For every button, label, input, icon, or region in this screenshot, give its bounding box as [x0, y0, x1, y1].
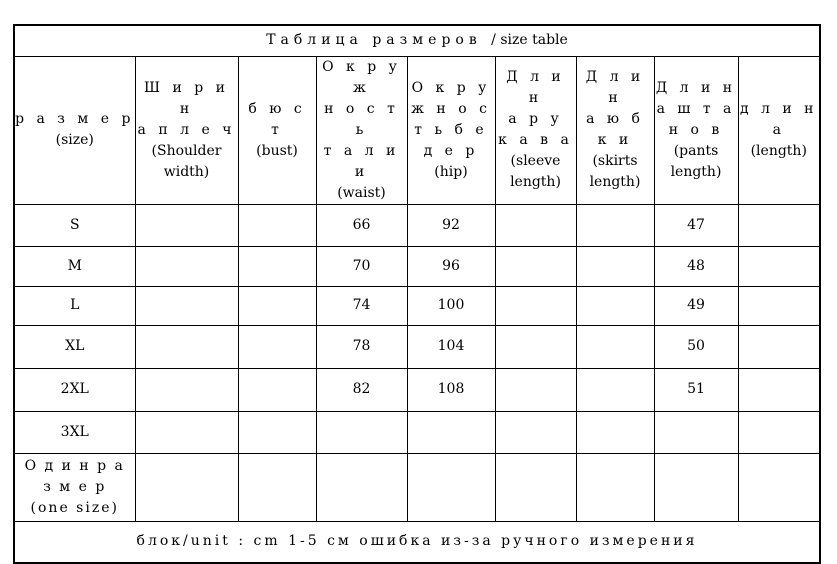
cell-length: [738, 204, 820, 246]
cell-bust: [238, 325, 316, 368]
header-shoulder-width: [135, 56, 238, 204]
header-length-ru: д л и н а: [739, 100, 818, 138]
cell-sleeve: [495, 286, 576, 325]
cell-size: L: [14, 286, 135, 325]
cell-sleeve: [495, 411, 576, 453]
cell-sleeve: [495, 368, 576, 411]
header-skirt-length-ru: Д л и н а ю б к и: [585, 69, 645, 148]
table-title-ru: Таблица размеров: [266, 32, 482, 49]
cell-hip: 104: [407, 325, 495, 368]
cell-hip: [407, 411, 495, 453]
cell-length: [738, 411, 820, 453]
header-waist-ru: О к р у ж н о с т ь т а л и и: [322, 58, 401, 180]
cell-pants: 47: [654, 204, 738, 246]
cell-bust: [238, 286, 316, 325]
cell-shoulder: [135, 368, 238, 411]
cell-skirt: [576, 246, 654, 286]
header-waist-en: (waist): [337, 184, 386, 201]
header-pants-length-en: (pants length): [670, 142, 722, 180]
cell-hip: 96: [407, 246, 495, 286]
cell-length: [738, 325, 820, 368]
cell-waist: 66: [316, 204, 407, 246]
cell-hip: 108: [407, 368, 495, 411]
cell-pants: [654, 411, 738, 453]
cell-pants: 48: [654, 246, 738, 286]
header-hip-ru: О к р у ж н о с т ь б е д е р: [411, 79, 491, 159]
cell-sleeve: [495, 246, 576, 286]
cell-size: S: [14, 204, 135, 246]
table-row: [14, 411, 820, 453]
cell-bust: [238, 368, 316, 411]
cell-bust: [238, 453, 316, 521]
header-pants-length-ru: Д л и н а ш т а н о в: [655, 79, 737, 138]
table-row: [14, 325, 820, 368]
header-bust-en: (bust): [256, 142, 298, 159]
cell-sleeve: [495, 325, 576, 368]
cell-shoulder: [135, 411, 238, 453]
cell-shoulder: [135, 204, 238, 246]
header-sleeve-length: [495, 56, 576, 204]
header-pants-length: [654, 56, 738, 204]
cell-skirt: [576, 204, 654, 246]
cell-size: 3XL: [14, 411, 135, 453]
cell-shoulder: [135, 325, 238, 368]
size-table: [13, 24, 821, 564]
table-row: [14, 246, 820, 286]
cell-pants: 49: [654, 286, 738, 325]
cell-hip: 100: [407, 286, 495, 325]
cell-size: 2XL: [14, 368, 135, 411]
cell-pants: 51: [654, 368, 738, 411]
cell-length: [738, 453, 820, 521]
cell-skirt: [576, 453, 654, 521]
cell-bust: [238, 204, 316, 246]
cell-hip: 92: [407, 204, 495, 246]
header-length-en: (length): [750, 142, 807, 159]
table-row: [14, 453, 820, 521]
table-title: [14, 25, 820, 56]
cell-length: [738, 286, 820, 325]
header-hip: [407, 56, 495, 204]
table-footer: блок/unit : cm 1-5 см ошибка из-за ручного измерения: [14, 521, 820, 563]
header-bust-ru: б ю с т: [248, 100, 306, 138]
cell-bust: [238, 246, 316, 286]
cell-skirt: [576, 368, 654, 411]
cell-hip: [407, 453, 495, 521]
cell-shoulder: [135, 286, 238, 325]
cell-shoulder: [135, 453, 238, 521]
cell-shoulder: [135, 246, 238, 286]
cell-waist: 74: [316, 286, 407, 325]
cell-length: [738, 368, 820, 411]
header-sleeve-length-ru: Д л и н а р у к а в а: [498, 69, 573, 148]
cell-waist: 78: [316, 325, 407, 368]
header-size-ru: р а з м е р: [15, 111, 135, 127]
header-length: [738, 56, 820, 204]
header-sleeve-length-en: (sleeve length): [510, 153, 561, 190]
table-row: [14, 286, 820, 325]
cell-sleeve: [495, 204, 576, 246]
header-size-en: (size): [55, 132, 94, 148]
cell-size: О д и н р а з м е р (one size): [14, 453, 135, 521]
table-row: [14, 204, 820, 246]
header-shoulder-width-en: (Shoulder width): [151, 142, 222, 180]
cell-bust: [238, 411, 316, 453]
cell-pants: 50: [654, 325, 738, 368]
cell-pants: [654, 453, 738, 521]
table-row: [14, 368, 820, 411]
cell-size: M: [14, 246, 135, 286]
cell-skirt: [576, 286, 654, 325]
cell-sleeve: [495, 453, 576, 521]
cell-skirt: [576, 325, 654, 368]
header-skirt-length-en: (skirts length): [589, 153, 641, 190]
header-skirt-length: [576, 56, 654, 204]
table-title-en: / size table: [491, 32, 568, 49]
table-body: [14, 204, 820, 521]
header-size: [14, 56, 135, 204]
cell-length: [738, 246, 820, 286]
header-row: [14, 56, 820, 204]
cell-waist: 70: [316, 246, 407, 286]
cell-skirt: [576, 411, 654, 453]
cell-waist: [316, 453, 407, 521]
header-hip-en: (hip): [434, 163, 468, 180]
cell-size: XL: [14, 325, 135, 368]
cell-waist: 82: [316, 368, 407, 411]
header-waist: [316, 56, 407, 204]
header-shoulder-width-ru: Ш и р и н а п л е ч: [137, 79, 236, 138]
cell-waist: [316, 411, 407, 453]
header-bust: [238, 56, 316, 204]
